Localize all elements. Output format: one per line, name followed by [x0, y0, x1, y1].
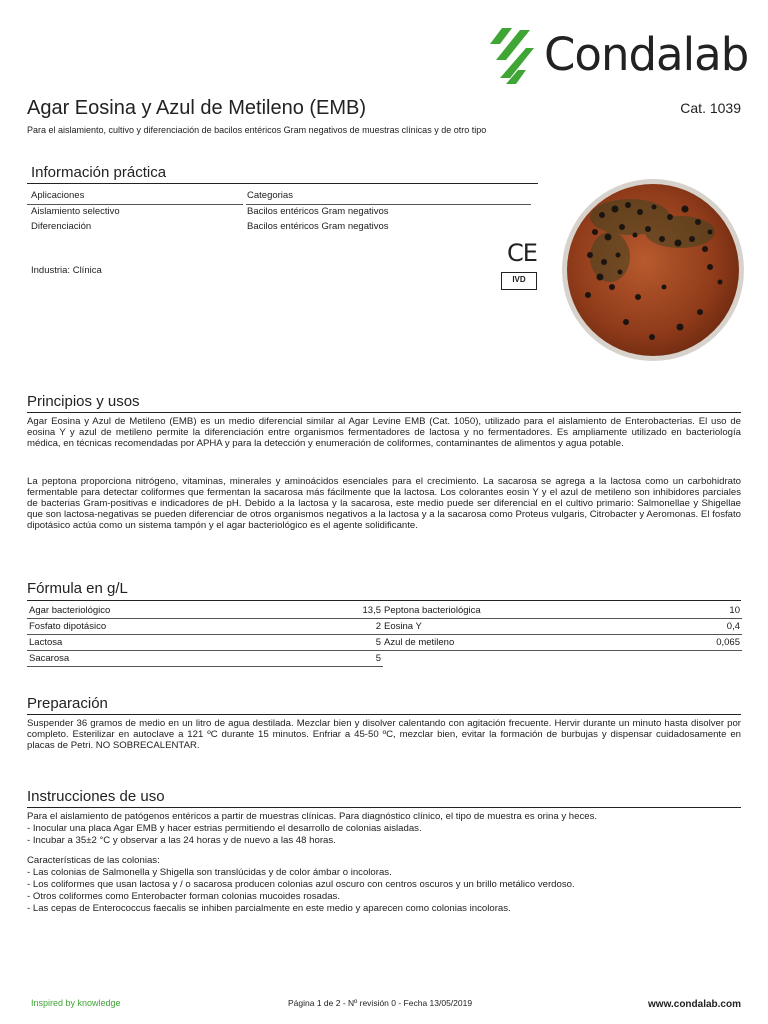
- instrucciones-heading: Instrucciones de uso: [27, 788, 165, 805]
- preparacion-heading: Preparación: [27, 695, 108, 712]
- table-row: [382, 603, 742, 619]
- info-row-categoria: Bacilos entéricos Gram negativos: [247, 206, 389, 217]
- ce-mark: CE: [507, 239, 537, 267]
- colonias-line: - Las colonias de Salmonella y Shigella son translúcidas y de color ámbar o incoloras.: [27, 867, 392, 878]
- info-heading: Información práctica: [31, 164, 167, 181]
- ingredient-name: Sacarosa: [27, 651, 309, 667]
- catalog-number: Cat. 1039: [680, 100, 741, 116]
- footer-website[interactable]: www.condalab.com: [648, 999, 741, 1010]
- ingredient-name: Fosfato dipotásico: [27, 619, 309, 635]
- ingredient-value: 0,065: [664, 635, 742, 651]
- ingredient-name: Azul de metileno: [382, 635, 664, 651]
- principios-heading: Principios y usos: [27, 393, 140, 410]
- petri-dish-image: [560, 177, 746, 363]
- preparacion-text: Suspender 36 gramos de medio en un litro de agua destilada. Mezclar bien y disolver calentando con agitación frecuente. Hervir durante un minuto hasta disolver por completo. Esterilizar en autoclave a 121 ºC durante 15 minutos. Enfriar a 45-50 ºC, mezclar bien, evitar la formación de burbujas y dispensar cuidadosamente en placas de Petri. NO SOBRECALENTAR.: [27, 718, 741, 751]
- info-table-header-rule: [27, 204, 243, 205]
- condalab-logo-icon: [488, 26, 534, 88]
- info-table-header-rule-2: [246, 204, 531, 205]
- instruction-line: - Inocular una placa Agar EMB y hacer estrias permitiendo el desarrollo de colonias aisladas.: [27, 823, 422, 834]
- industria-label: Industria: Clínica: [31, 265, 102, 276]
- ingredient-value: 0,4: [664, 619, 742, 635]
- instrucciones-heading-rule: [27, 807, 741, 808]
- principios-paragraph-2: La peptona proporciona nitrógeno, vitaminas, minerales y aminoácidos esenciales para el crecimiento. La sacarosa se agrega a la lactosa como un carbohidrato fermentable para detectar coliformes que fermentan la sacarosa más fácilmente que la lactosa. Los colorantes eosin Y y el azul de metileno son inhibidores parciales de bacterias Gram-positivas e indicadores de pH. Debido a la lactosa y la sacarosa, este medio puede ser diferencial en el cultivo primario: Salmonellae y Shigellae que son lactosa-negativas se pueden diferenciar de otros organismos negativos a la lactosa y a la sacarosa como Proteus vulgaris, Citrobacter y Aeromonas. El fosfato dipotásico actúa como un sistema tampón y el agar bacteriológico es el agente solidificante.: [27, 476, 741, 531]
- principios-paragraph-1: Agar Eosina y Azul de Metileno (EMB) es un medio diferencial similar al Agar Levine EMB (Cat. 1050), utilizado para el aislamiento de Enterobacterias. El uso de eosina Y y azul de metileno permite la diferenciación entre organismos fermentadores de lactosa y no fermentadores. Es ampliamente utilizado en bacteriología médica, en técnicas recomendadas por APHA y para la detección y enumeración de coliformes, contaminantes de alimentos y agua potable.: [27, 416, 741, 449]
- info-row-aplicacion: Aislamiento selectivo: [31, 206, 120, 217]
- brand-name: Condalab: [544, 28, 749, 81]
- ingredient-value: 10: [664, 603, 742, 619]
- info-heading-rule: [27, 183, 538, 184]
- table-row: [27, 635, 383, 651]
- ingredient-value: 13,5: [309, 603, 383, 619]
- colonias-line: - Los coliformes que usan lactosa y / o sacarosa producen colonias azul oscuro con centros oscuros y un brillo metálico verdoso.: [27, 879, 575, 890]
- ingredient-name: Peptona bacteriológica: [382, 603, 664, 619]
- principios-heading-rule: [27, 412, 741, 413]
- instruction-line: Para el aislamiento de patógenos entéricos a partir de muestras clínicas. Para diagnóstico clínico, el tipo de muestra es orina y heces.: [27, 811, 598, 822]
- page-title: Agar Eosina y Azul de Metileno (EMB): [27, 97, 367, 119]
- footer-tagline: Inspired by knowledge: [31, 998, 121, 1008]
- info-row-aplicacion: Diferenciación: [31, 221, 92, 232]
- ingredient-name: Agar bacteriológico: [27, 603, 309, 619]
- colonias-title: Características de las colonias:: [27, 855, 160, 866]
- colonias-line: - Otros coliformes como Enterobacter forman colonias mucoides rosadas.: [27, 891, 340, 902]
- ingredient-value: 5: [309, 651, 383, 667]
- col-categorias: Categorias: [247, 190, 293, 201]
- ivd-badge: IVD: [501, 272, 537, 290]
- preparacion-heading-rule: [27, 714, 741, 715]
- table-row: [27, 619, 383, 635]
- instruction-line: - Incubar a 35±2 °C y observar a las 24 horas y de nuevo a las 48 horas.: [27, 835, 336, 846]
- formula-heading: Fórmula en g/L: [27, 580, 128, 597]
- instrucciones-body: [27, 811, 741, 915]
- formula-heading-rule: [27, 600, 741, 601]
- ingredient-value: 5: [309, 635, 383, 651]
- formula-table-right: [382, 603, 742, 651]
- col-aplicaciones: Aplicaciones: [31, 190, 85, 201]
- info-row-categoria: Bacilos entéricos Gram negativos: [247, 221, 389, 232]
- ingredient-value: 2: [309, 619, 383, 635]
- page-subtitle: Para el aislamiento, cultivo y diferenciación de bacilos entéricos Gram negativos de muestras clínicas y de otro tipo: [27, 125, 487, 135]
- colonias-line: - Las cepas de Enterococcus faecalis se inhiben parcialmente en este medio y aparecen como colonias incoloras.: [27, 903, 511, 914]
- ingredient-name: Lactosa: [27, 635, 309, 651]
- formula-table-left: [27, 603, 383, 667]
- table-row: [27, 651, 383, 667]
- brand-logo: [488, 26, 748, 90]
- table-row: [27, 603, 383, 619]
- table-row: [382, 619, 742, 635]
- ingredient-name: Eosina Y: [382, 619, 664, 635]
- table-row: [382, 635, 742, 651]
- footer-page-info: Página 1 de 2 - Nº revisión 0 - Fecha 13/05/2019: [288, 998, 473, 1008]
